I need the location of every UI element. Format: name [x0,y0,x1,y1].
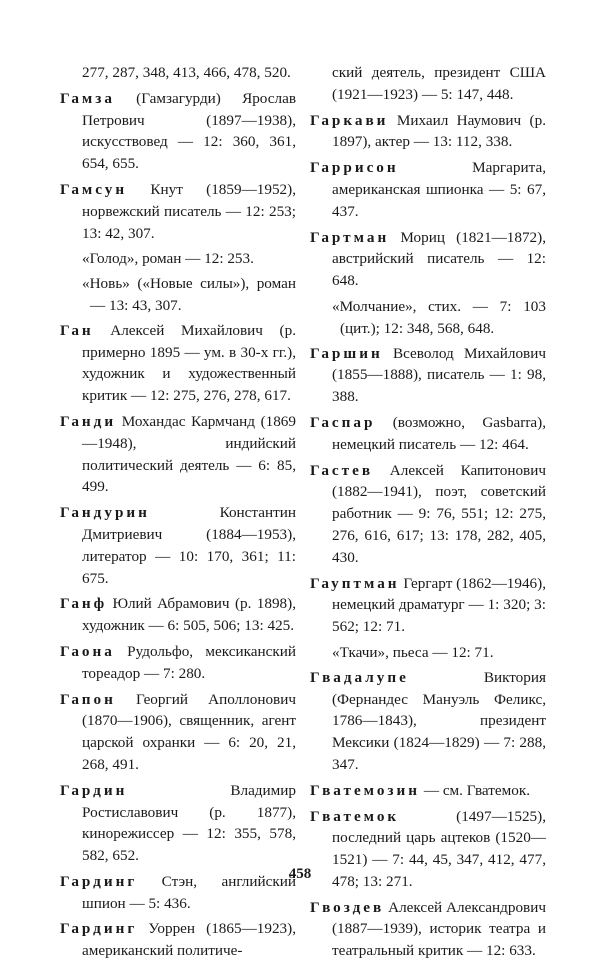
index-entry [310,573,546,638]
index-entry [60,88,296,175]
index-entry [60,502,296,589]
entry-headword: Гастев [310,461,374,479]
entry-details: Михаил Наумович (р. 1897), актер — 13: 112, 338. [332,111,546,151]
index-entry [310,460,546,569]
entry-headword: Гвадалупе [310,668,409,686]
page-number: 458 [288,866,312,882]
entry-details: Мориц (1821—1872), австрийский писатель — 12: 648. [332,228,546,290]
entry-details: Алексей Александрович (1887—1939), историк театра и театральный критик — 12: 633. [332,898,546,960]
entry-details: Виктория (Фернандес Мануэль Феликс, 1786—1843), президент Мексики (1824—1829) — 7: 288, 347. [332,668,546,773]
entry-details: Алексей Капитонович (1882—1941), поэт, советский работник — 9: 76, 551; 12: 275, 276, 616, 617; 13: 178, 282, 405, 430. [332,461,546,566]
entry-headword: Ган [60,321,94,339]
entry-details: (возможно, Gasbarra), немецкий писатель — 12: 464. [332,413,546,453]
entry-headword: Гардинг [60,920,138,938]
entry-headword: Гардин [60,781,128,799]
entry-details: Уоррен (1865—1923), американский политиче- [82,920,296,960]
entry-headword: Гаршин [310,344,383,362]
entry-details: Владимир Ростиславович (р. 1877), кинорежиссер — 12: 355, 578, 582, 652. [82,781,296,865]
entry-headword: Гвоздев [310,898,385,916]
entry-details: Алексей Михайлович (р. примерно 1895 — ум. в 30-х гг.), художник и художественный критик — 12: 275, 276, 278, 617. [82,321,296,405]
index-subentry: «Голод», роман — 12: 253. [82,250,254,268]
entry-continuation: 277, 287, 348, 413, 466, 478, 520. [82,64,291,81]
entry-details: Рудольфо, мексиканский тореадор — 7: 280. [82,642,296,682]
entry-headword: Гандурин [60,504,150,522]
entry-headword: Гаррисон [310,159,399,177]
index-entry [60,320,296,407]
index-entry [310,343,546,408]
entry-details: (1497—1525), последний царь ацтеков (1520—1521) — 7: 44, 45, 347, 412, 477, 478; 13: 271. [332,807,546,890]
index-entry [60,641,296,685]
entry-headword: Гартман [310,228,390,246]
entry-details: Константин Дмитриевич (1884—1953), литератор — 10: 170, 361; 11: 675. [82,504,296,587]
index-subentry: «Молчание», стих. — 7: 103 (цит.); 12: 348, 568, 648. [332,297,546,337]
left-column [60,62,296,966]
entry-details: Мохандас Кармчанд (1869—1948), индийский политический деятель — 6: 85, 499. [82,412,296,496]
index-entry [60,411,296,498]
entry-headword: Гаона [60,642,115,660]
entry-details: Маргарита, американская шпионка — 5: 67, 437. [332,159,546,220]
right-column [310,62,546,966]
entry-continuation: ский деятель, президент США (1921—1923) — 5: 147, 448. [332,64,546,103]
entry-headword: Гаркави [310,111,389,129]
index-entry [310,227,546,292]
entry-headword: Гватемозин [310,781,421,799]
entry-details: Юлий Абрамович (р. 1898), художник — 6: 505, 506; 13: 425. [82,595,296,635]
entry-headword: Гаспар [310,413,376,431]
index-entry [310,780,546,802]
entry-headword: Гауптман [310,574,400,592]
index-entry [60,179,296,244]
entry-headword: Гватемок [310,807,400,825]
index-entry [310,667,546,776]
entry-headword: Гамза [60,89,115,107]
index-entry [60,918,296,962]
entry-details: Георгий Аполлонович (1870—1906), священник, агент царской охранки — 6: 20, 21, 268, 491. [82,690,296,773]
entry-headword: Гамсун [60,180,128,198]
entry-headword: Гапон [60,690,116,708]
entry-details: Кнут (1859—1952), норвежский писатель — 12: 253; 13: 42, 307. [82,180,296,242]
index-subentry: «Новь» («Новые силы»), роман — 13: 43, 307. [82,275,296,314]
index-entry [310,157,546,222]
entry-details: — см. Гватемок. [420,781,531,799]
entry-details: (Гамзагурди) Ярослав Петрович (1897—1938), искусствовед — 12: 360, 361, 654, 655. [82,89,296,173]
index-entry [60,689,296,776]
index-entry [310,897,546,962]
entry-details: Всеволод Михайлович (1855—1888), писатель — 1: 98, 388. [332,344,546,406]
entry-details: Стэн, английский шпион — 5: 436. [82,872,296,912]
index-entry [310,110,546,154]
index-entry [310,412,546,456]
index-entry [60,593,296,637]
entry-headword: Ганф [60,595,108,613]
entry-headword: Ганди [60,412,117,430]
entry-details: Гергарт (1862—1946), немецкий драматург — 1: 320; 3: 562; 12: 71. [332,574,546,636]
entry-headword: Гардинг [60,872,138,890]
index-entry [60,780,296,867]
index-subentry: «Ткачи», пьеса — 12: 71. [332,643,494,661]
